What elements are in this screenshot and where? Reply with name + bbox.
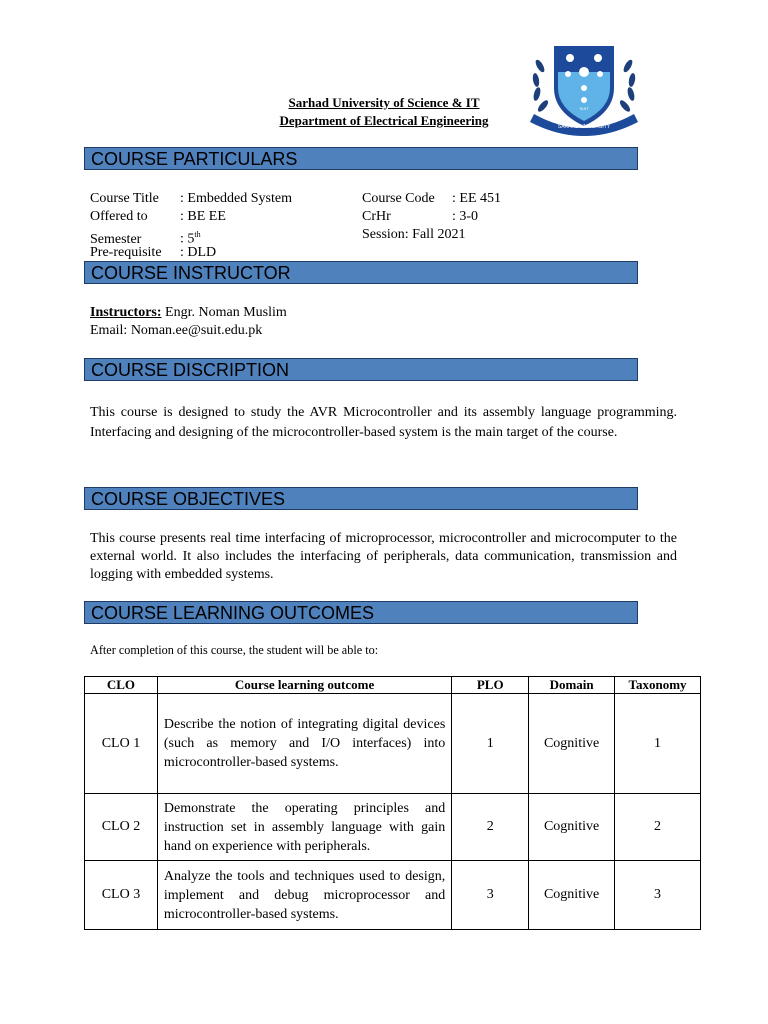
clo-outcome: Describe the notion of integrating digital devices (such as memory and I/O interfaces) into microcontroller-based systems. [157,694,451,794]
table-row [85,861,701,930]
course-code-row [362,190,501,208]
header-clo: CLO [85,677,158,694]
table-row [85,694,701,794]
section-course-particulars: COURSE PARTICULARS [84,147,638,170]
course-title-value: : Embedded System [180,191,292,206]
prerequisite-value: : DLD [180,245,217,260]
instructor-email: Email: Noman.ee@suit.edu.pk [90,323,263,338]
clo-domain: Cognitive [529,794,615,861]
clo-id: CLO 1 [85,694,158,794]
session: Session: Fall 2021 [362,227,466,242]
clo-domain: Cognitive [529,861,615,930]
crhr-value: : 3-0 [452,209,479,224]
course-title-row [90,190,292,208]
prerequisite-row [90,244,216,262]
semester-label: Semester [90,231,142,247]
course-description-text: This course is designed to study the AVR Microcontroller and its assembly language programming. Interfacing and designing of the microcontroller-based system is the main target of the course. [90,405,677,440]
semester-value: : 5 [180,231,195,247]
clo-taxonomy: 1 [615,694,701,794]
clo-table [84,676,701,930]
instructor-name: Engr. Noman Muslim [161,305,287,320]
offered-to-value: : BE EE [180,209,226,224]
table-header-row [85,677,701,694]
course-title-label: Course Title [90,191,159,206]
instructor-label: Instructors: [90,305,162,320]
course-code-label: Course Code [362,191,435,206]
crhr-label: CrHr [362,209,391,224]
university-name: Sarhad University of Science & IT [288,95,480,110]
clo-domain: Cognitive [529,694,615,794]
semester-suffix: th [194,230,201,239]
instructor-row [90,304,287,322]
clo-outcome: Demonstrate the operating principles and instruction set in assembly language with gain hand on experience with peripherals. [157,794,451,861]
header-taxonomy: Taxonomy [615,677,701,694]
header-course-learning-outcome: Course learning outcome [157,677,451,694]
offered-to-label: Offered to [90,209,148,224]
clo-id: CLO 3 [85,861,158,930]
section-course-description: COURSE DISCRIPTION [84,358,638,381]
clo-plo: 3 [452,861,529,930]
table-row [85,794,701,861]
clo-plo: 2 [452,794,529,861]
course-code-value: : EE 451 [452,191,501,206]
prerequisite-label: Pre-requisite [90,245,162,260]
section-course-learning-outcomes: COURSE LEARNING OUTCOMES [84,601,638,624]
department-name: Department of Electrical Engineering [279,113,489,128]
clo-id: CLO 2 [85,794,158,861]
section-course-instructor: COURSE INSTRUCTOR [84,261,638,284]
outcomes-intro: After completion of this course, the student will be able to: [90,642,379,657]
clo-taxonomy: 2 [615,794,701,861]
offered-to-row [90,208,226,226]
header-plo: PLO [452,677,529,694]
crhr-row [362,208,478,226]
university-logo [526,42,642,136]
clo-outcome: Analyze the tools and techniques used to design, implement and debug microprocessor and microcontroller-based systems. [157,861,451,930]
logo-ribbon-text: SARHAD UNIVERSITY [557,124,611,130]
course-objectives-text: This course presents real time interfacing of microprocessor, microcontroller and microcomputer to the external world. It also includes the interfacing of peripherals, data communication, transmission and logging with embedded systems. [90,531,677,582]
clo-plo: 1 [452,694,529,794]
section-course-objectives: COURSE OBJECTIVES [84,487,638,510]
clo-taxonomy: 3 [615,861,701,930]
logo-abbr: SUIT [579,106,589,111]
header-domain: Domain [529,677,615,694]
